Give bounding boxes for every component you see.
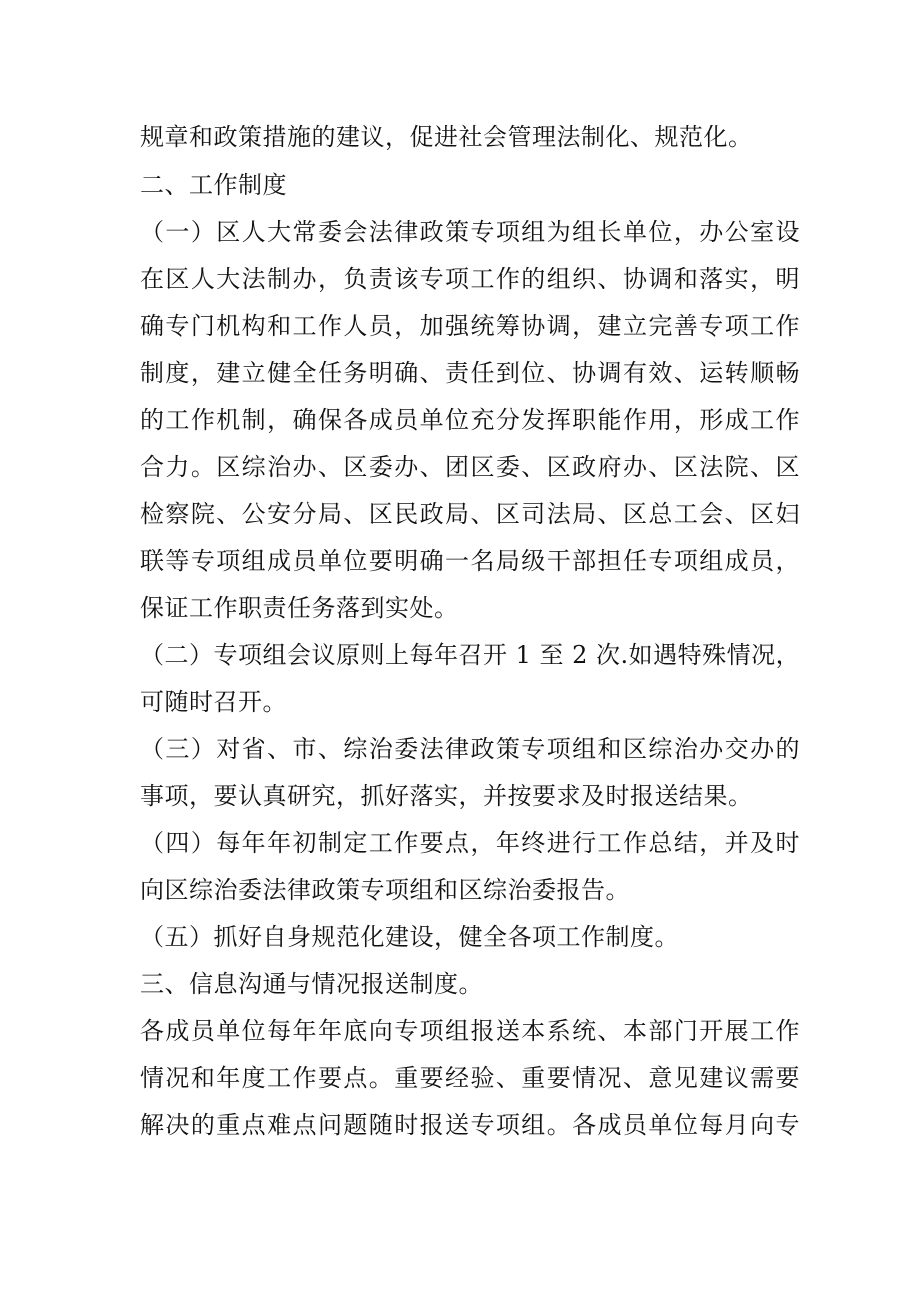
text-line: （五）抓好自身规范化建设，健全各项工作制度。 bbox=[140, 923, 679, 951]
text-line: 联等专项组成员单位要明确一名局级干部担任专项组成员， bbox=[140, 547, 800, 575]
text-line: 确专门机构和工作人员，加强统筹协调，建立完善专项工作 bbox=[140, 312, 800, 340]
text-line: 的工作机制，确保各成员单位充分发挥职能作用，形成工作 bbox=[140, 406, 800, 434]
text-line: 制度，建立健全任务明确、责任到位、协调有效、运转顺畅 bbox=[140, 359, 800, 387]
text-line: （四）每年年初制定工作要点，年终进行工作总结，并及时 bbox=[140, 829, 800, 857]
text-line: （三）对省、市、综治委法律政策专项组和区综治办交办的 bbox=[140, 735, 800, 763]
text-line: 事项，要认真研究，抓好落实，并按要求及时报送结果。 bbox=[140, 782, 753, 810]
text-line: （二）专项组会议原则上每年召开 1 至 2 次.如遇特殊情况， bbox=[140, 641, 801, 669]
text-line: 解决的重点难点问题随时报送专项组。各成员单位每月向专 bbox=[140, 1111, 800, 1139]
text-line: 检察院、公安分局、区民政局、区司法局、区总工会、区妇 bbox=[140, 500, 800, 528]
text-line: 在区人大法制办，负责该专项工作的组织、协调和落实，明 bbox=[140, 265, 800, 293]
text-line: （一）区人大常委会法律政策专项组为组长单位，办公室设 bbox=[140, 218, 800, 246]
text-line: 各成员单位每年年底向专项组报送本系统、本部门开展工作 bbox=[140, 1017, 800, 1045]
text-line: 可随时召开。 bbox=[140, 688, 287, 716]
section-heading: 二、工作制度 bbox=[140, 171, 287, 199]
section-heading: 三、信息沟通与情况报送制度。 bbox=[140, 970, 483, 998]
text-line: 向区综治委法律政策专项组和区综治委报告。 bbox=[140, 876, 630, 904]
text-line: 合力。区综治办、区委办、团区委、区政府办、区法院、区 bbox=[140, 453, 800, 481]
text-line: 情况和年度工作要点。重要经验、重要情况、意见建议需要 bbox=[140, 1064, 800, 1092]
text-line: 规章和政策措施的建议，促进社会管理法制化、规范化。 bbox=[140, 123, 753, 151]
text-line: 保证工作职责任务落到实处。 bbox=[140, 594, 459, 622]
